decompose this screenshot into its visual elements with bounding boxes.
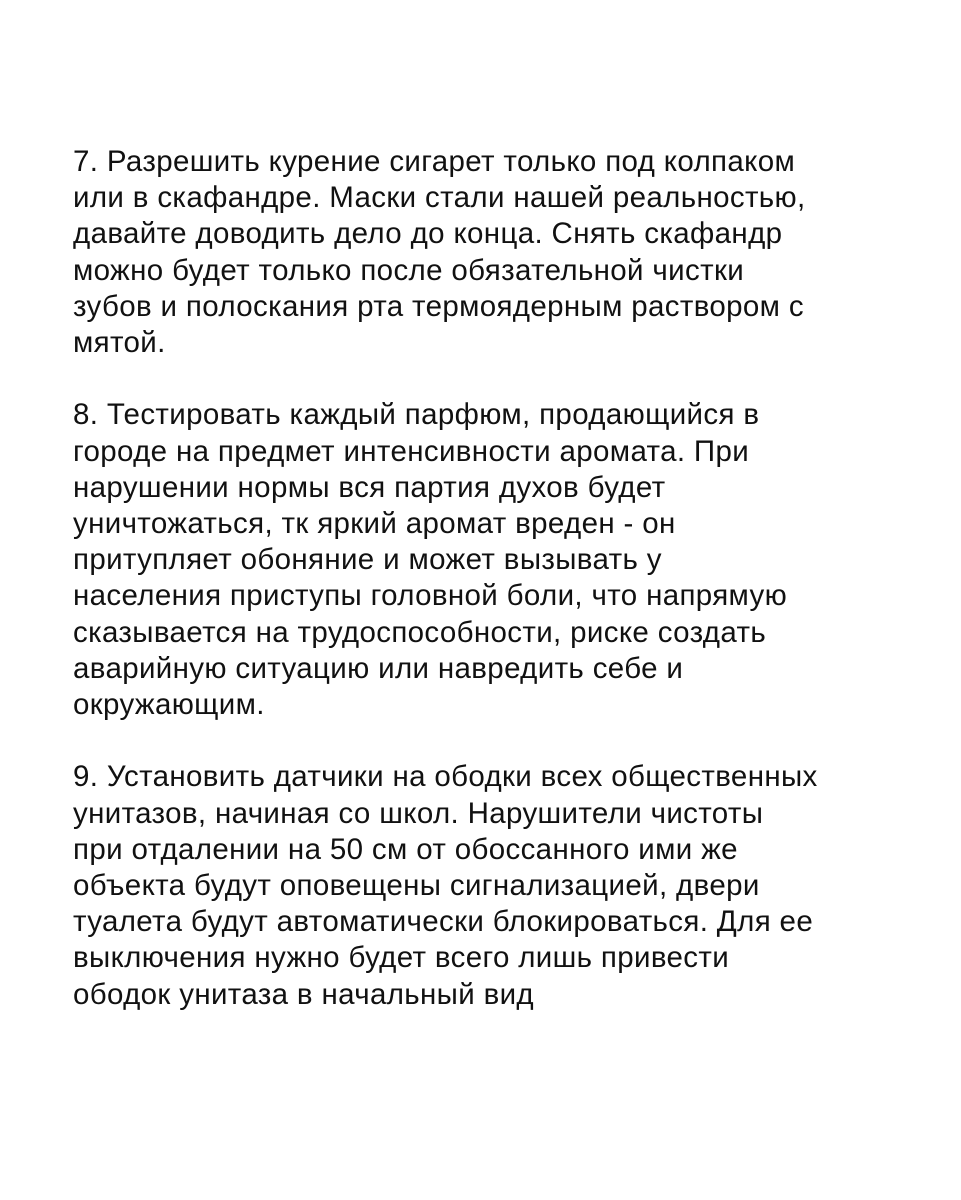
document-body [73,144,903,1049]
text-line: 7. Разрешить курение сигарет только под колпаком [73,145,796,178]
text-line: выключения нужно будет всего лишь привести [73,941,730,975]
text-line: или в скафандре. Маски стали нашей реальностью, [73,181,806,215]
text-line: ободок унитаза в начальный вид [73,977,534,1011]
paragraph-7 [73,144,903,361]
text-line: аварийную ситуацию или навредить себе и [73,651,684,685]
text-line: нарушении нормы вся партия духов будет [73,470,666,504]
text-line: зубов и полоскания рта термоядерным раствором с [73,289,804,323]
text-line: давайте доводить дело до конца. Снять скафандр [73,217,783,251]
text-line: сказывается на трудоспособности, риске создать [73,615,767,649]
text-line: туалета будут автоматически блокироваться. Для ее [73,905,814,939]
text-line: можно будет только после обязательной чистки [73,253,745,287]
text-line: 9. Установить датчики на ободки всех общественных [73,760,818,794]
text-line: объекта будут оповещены сигнализацией, двери [73,869,760,903]
text-line: населения приступы головной боли, что напрямую [73,579,788,613]
text-line: городе на предмет интенсивности аромата. При [73,434,750,468]
text-line: мятой. [73,326,166,360]
text-line: окружающим. [73,688,265,722]
paragraph-9 [73,759,903,1012]
text-line: уничтожаться, тк яркий аромат вреден - он [73,507,676,541]
text-line: притупляет обоняние и может вызывать у [73,543,662,577]
paragraph-8 [73,397,903,723]
text-line: при отдалении на 50 см от обоссанного ими же [73,832,738,866]
text-line: унитазов, начиная со школ. Нарушители чистоты [73,796,764,830]
text-line: 8. Тестировать каждый парфюм, продающийся в [73,398,760,432]
